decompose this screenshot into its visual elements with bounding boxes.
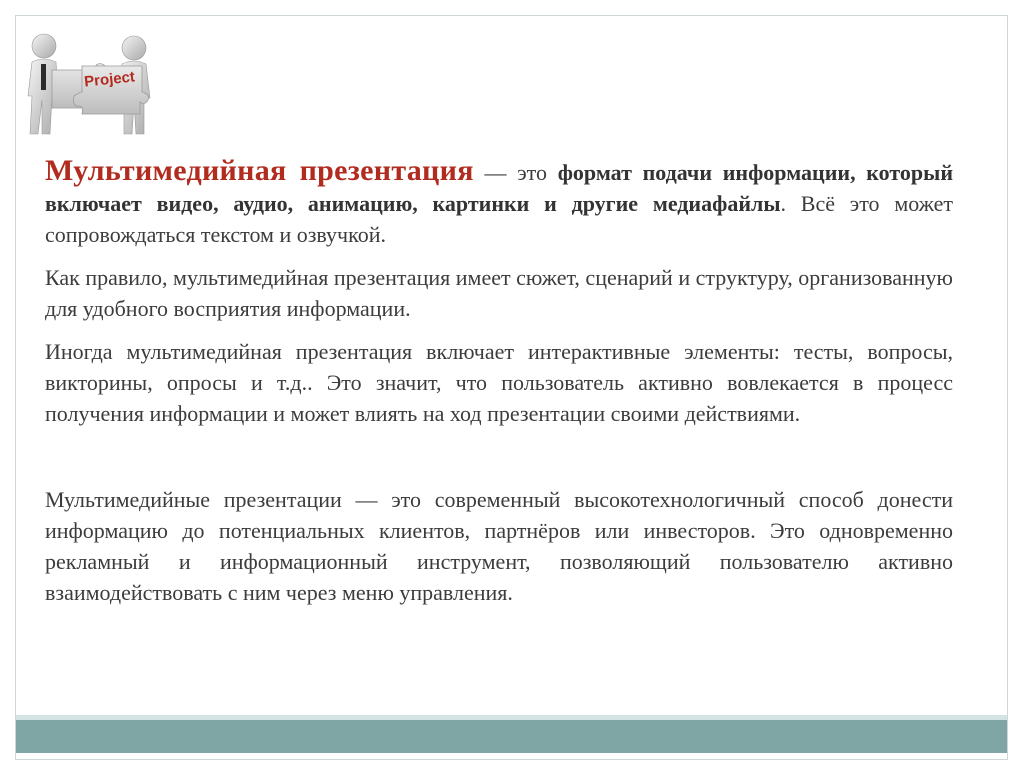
slide-body	[45, 155, 953, 608]
paragraph-structure: Как правило, мультимедийная презентация имеет сюжет, сценарий и структуру, организованную для удобного восприятия информации.	[45, 265, 953, 321]
paragraph-business: Мультимедийные презентации — это современный высокотехнологичный способ донести информацию до потенциальных клиентов, партнёров или инвесторов. Это одновременно рекламный и информационный инструмент, позволяющий пользователю активно взаимодействовать с ним через меню управления.	[45, 487, 953, 605]
project-puzzle-logo	[22, 26, 162, 140]
definition-bold: формат подачи информации, который включает видео, аудио, анимацию, картинки и другие медиафайлы	[45, 160, 953, 216]
paragraph-interactive: Иногда мультимедийная презентация включает интерактивные элементы: тесты, вопросы, викторины, опросы и т.д.. Это значит, что пользователь активно вовлекается в процесс получения информации и может влиять на ход презентации своими действиями.	[45, 339, 953, 426]
paragraph-definition	[45, 155, 953, 250]
term-heading: Мультимедийная презентация	[45, 154, 474, 187]
footer-bar	[16, 715, 1007, 753]
term-dash: — это	[473, 160, 558, 185]
logo-label: Project	[83, 68, 136, 91]
definition-rest: . Всё это может сопровождаться текстом и озвучкой.	[45, 191, 953, 247]
